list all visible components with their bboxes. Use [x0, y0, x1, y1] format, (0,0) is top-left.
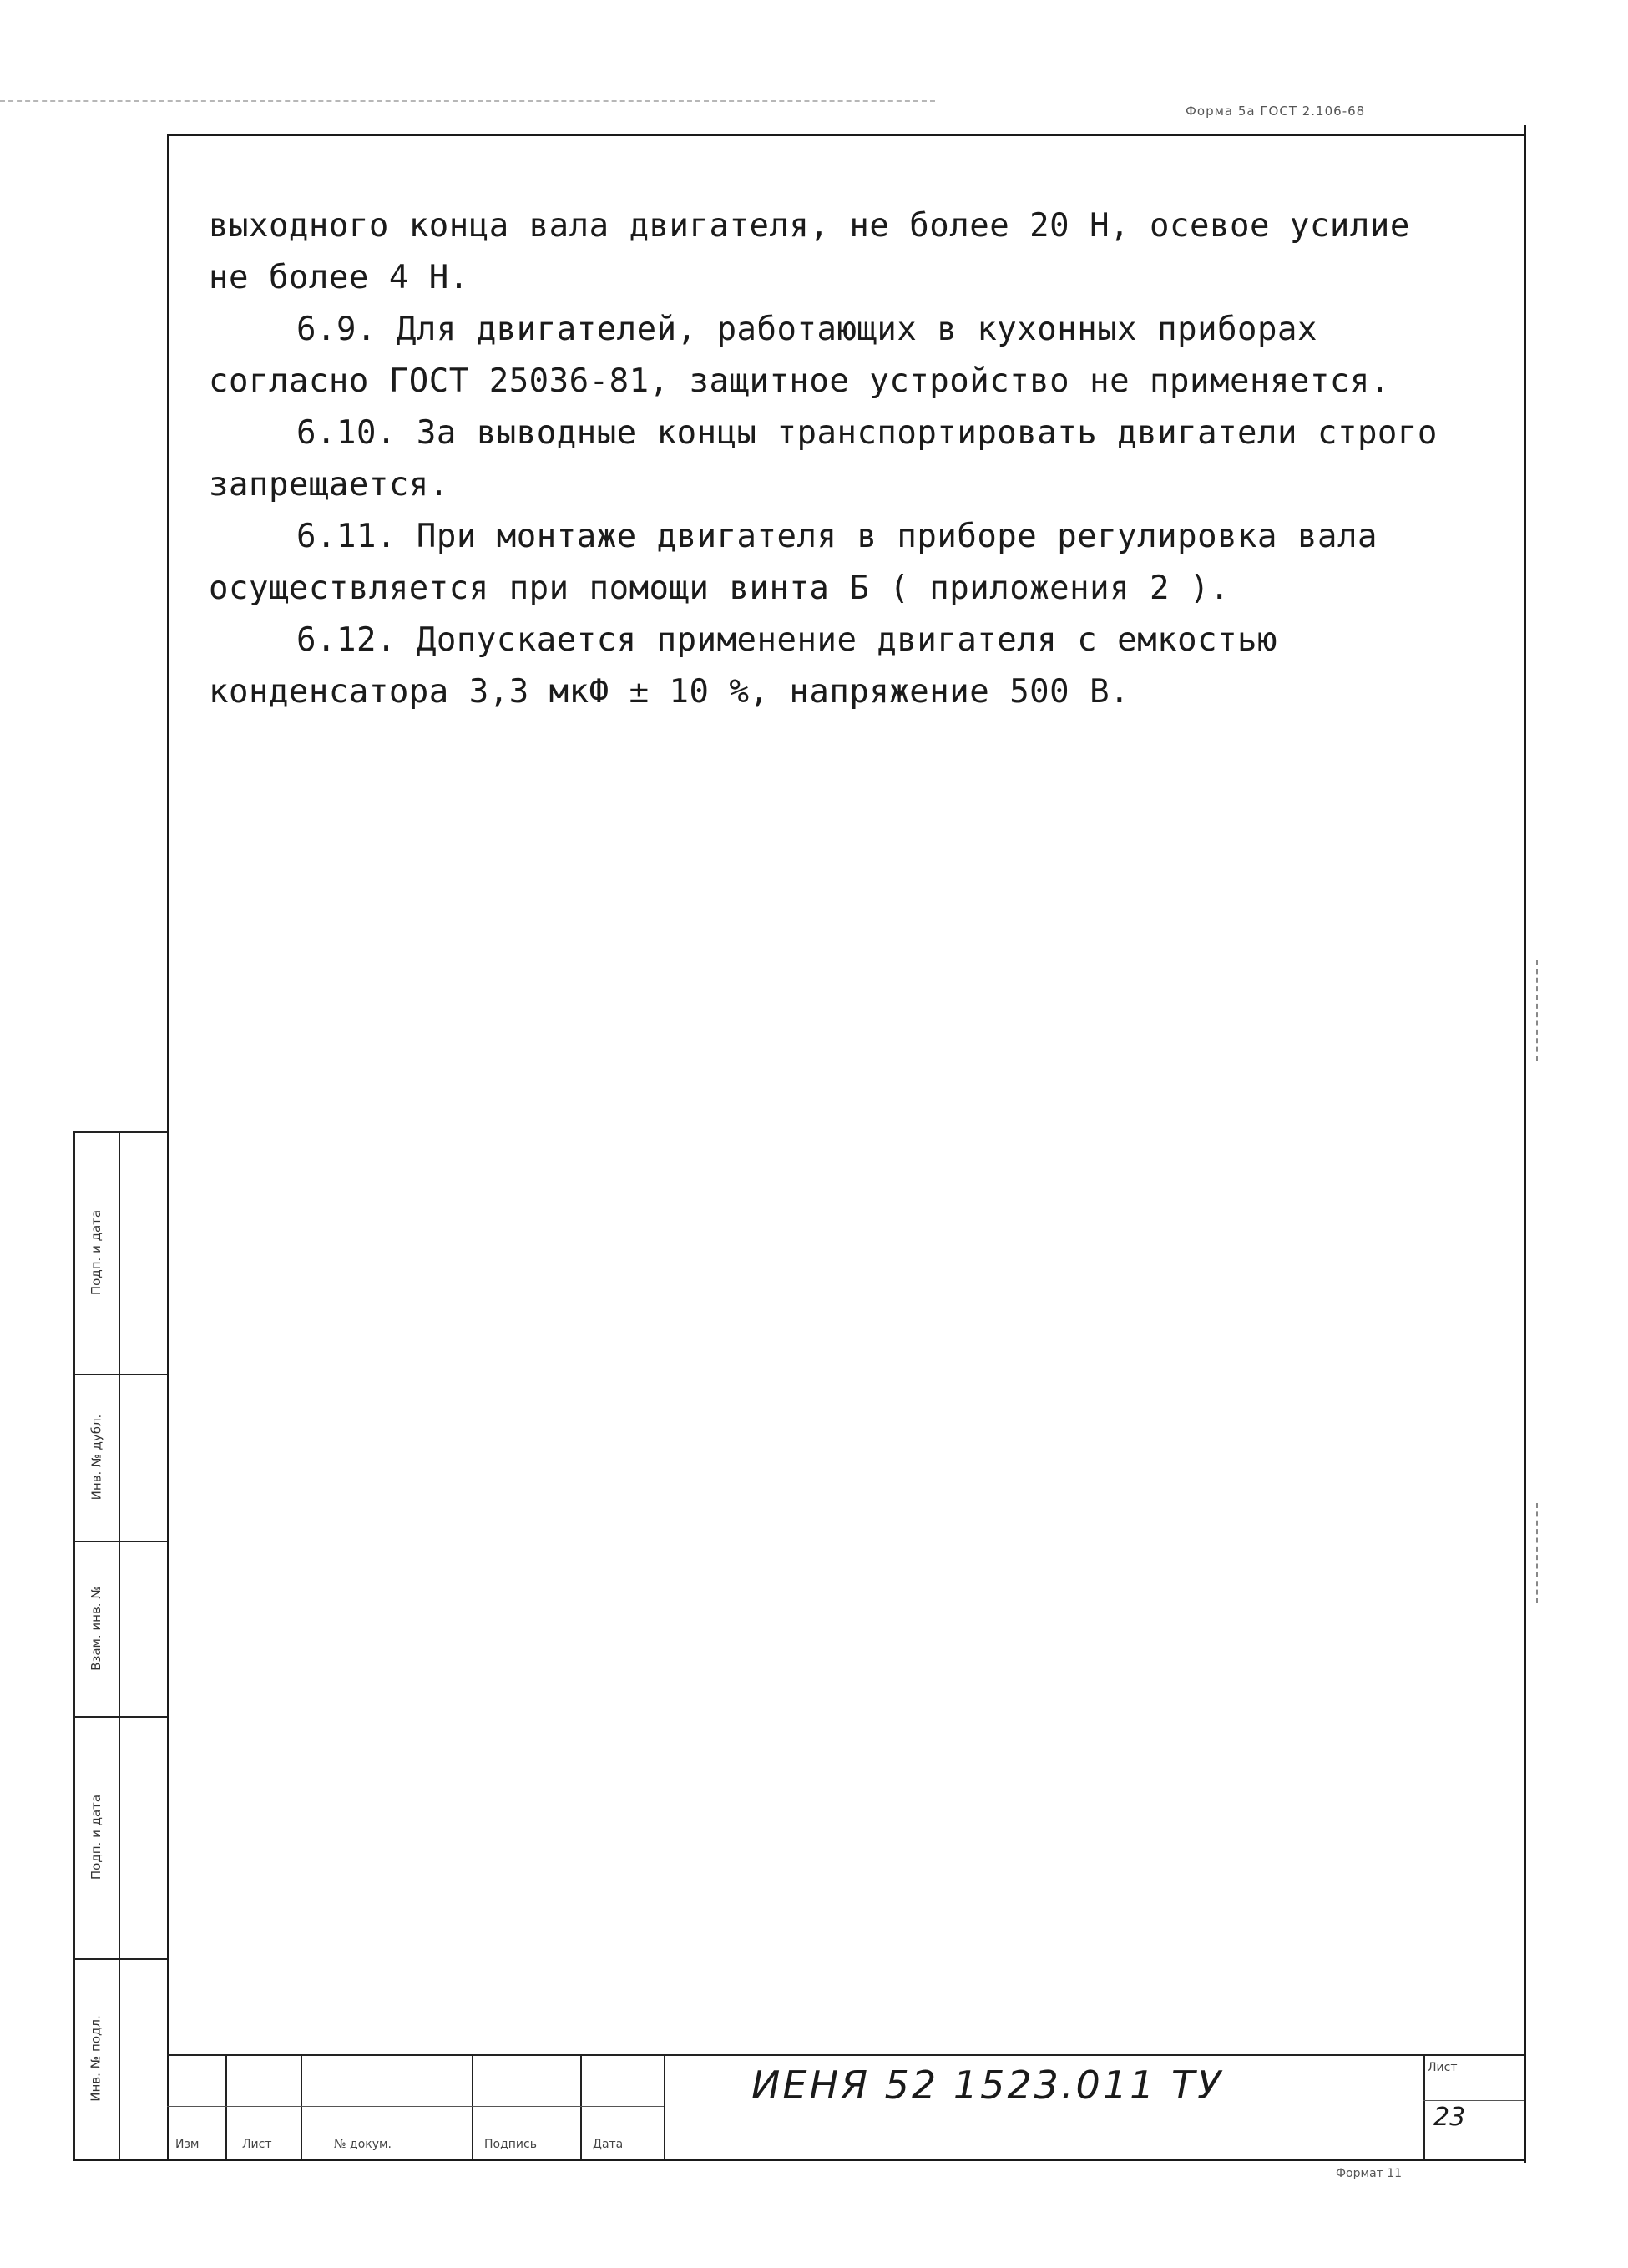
side-cell-replace-inv: Взам. инв. №: [88, 1586, 104, 1671]
frame-bottom-border: [73, 2159, 1526, 2161]
paragraph-6-10: 6.10. За выводные концы транспортировать двигатели строго запрещается.: [209, 414, 1438, 504]
side-cell-sign-date-2: Подп. и дата: [88, 1794, 104, 1881]
side-stamp: [73, 1131, 167, 2159]
fold-mark: [1536, 960, 1538, 1061]
sheet-label: Лист: [1428, 2061, 1458, 2074]
paragraph-6-9: 6.9. Для двигателей, работающих в кухонных приборах согласно ГОСТ 25036-81, защитное устройство не применяется.: [209, 311, 1390, 400]
fold-mark: [1536, 1503, 1538, 1603]
col-label-sign: Подпись: [484, 2138, 537, 2151]
sheet-number: 23: [1433, 2103, 1466, 2132]
col-label-list: Лист: [242, 2138, 272, 2151]
col-label-doc: № докум.: [334, 2138, 392, 2151]
side-cell-orig-inv: Инв. № подл.: [88, 2015, 104, 2102]
paragraph-6-11: 6.11. При монтаже двигателя в приборе регулировка вала осуществляется при помощи винта Б ( приложения 2 ).: [209, 518, 1378, 607]
frame-left-border: [167, 134, 169, 2159]
document-code: ИЕНЯ 52 1523.011 ТУ: [751, 2063, 1224, 2108]
frame-right-border: [1524, 125, 1526, 2163]
paragraph-6-12: 6.12. Допускается применение двигателя с емкостью конденсатора 3,3 мкФ ± 10 %, напряжение 500 В.: [209, 621, 1278, 711]
col-label-date: Дата: [593, 2138, 624, 2151]
side-cell-sign-date: Подп. и дата: [88, 1209, 104, 1296]
col-label-izm: Изм: [175, 2138, 200, 2151]
form-label: Форма 5а ГОСТ 2.106-68: [1186, 104, 1366, 119]
side-cell-dup-inv: Инв. № дубл.: [88, 1414, 104, 1501]
document-body: [209, 200, 1469, 718]
scan-noise-line: [0, 100, 935, 102]
format-label: Формат 11: [1336, 2167, 1403, 2180]
frame-top-border: [167, 134, 1524, 136]
paragraph-continuation: выходного конца вала двигателя, не более 20 Н, осевое усилие не более 4 Н.: [209, 207, 1410, 296]
title-block: [167, 2054, 1524, 2159]
